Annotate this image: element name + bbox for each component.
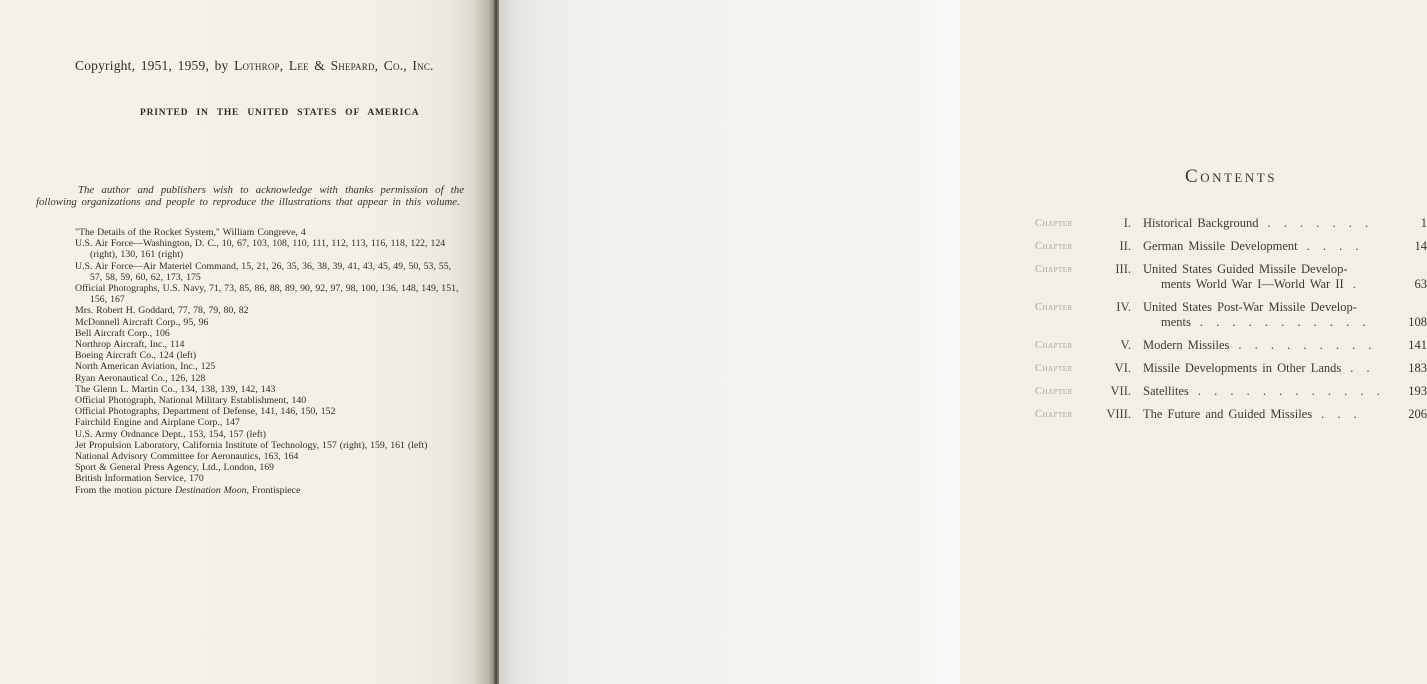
chapter-title [1143,216,1393,231]
chapter-label: Chapter [1035,218,1073,229]
chapter-title-line: Satellites . . . . . . . . . . . . [1143,384,1381,398]
page-number: 1 [1420,216,1427,230]
credit-line: National Advisory Committee for Aeronautics, 163, 164 [75,451,299,463]
credit-line: McDonnell Aircraft Corp., 95, 96 [75,316,209,328]
toc-row [1035,338,1427,353]
printed-line: PRINTED IN THE UNITED STATES OF AMERICA [140,108,420,118]
chapter-label: Chapter [1035,409,1073,420]
credit-line: From the motion picture Destination Moon, Frontispiece [75,484,301,496]
credit-line: U.S. Air Force—Air Materiel Command, 15, 21, 26, 35, 36, 38, 39, 41, 43, 45, 49, 50, 53, 55, 57, 58, 59, 60, 62, 173, 175 [75,260,452,283]
credit-movie-title: Destination Moon, [174,484,249,496]
page-number: 193 [1408,384,1427,398]
chapter-label: Chapter [1035,363,1073,374]
left-page [0,0,494,684]
toc-row [1035,239,1427,254]
toc-row [1035,407,1427,422]
page-number: 14 [1414,239,1427,253]
chapter-title [1143,262,1393,292]
chapter-title [1143,239,1393,254]
dot-leader: . . . . . . . . . . . . [1197,384,1381,398]
credit-line: Boeing Aircraft Co., 124 (left) [75,350,197,362]
chapter-numeral: II. [1119,239,1131,253]
chapter-label: Chapter [1035,302,1073,313]
chapter-title-line: ments . . . . . . . . . . . [1161,315,1367,329]
chapter-title [1143,338,1393,353]
chapter-label: Chapter [1035,264,1073,275]
contents-heading: Contents [1185,166,1277,187]
chapter-title [1143,300,1393,330]
dot-leader: . . . . . . . . . . . [1199,315,1367,329]
credit-line: Mrs. Robert H. Goddard, 77, 78, 79, 80, 82 [75,305,249,317]
toc-row [1035,361,1427,376]
chapter-title-line: Modern Missiles . . . . . . . . . [1143,338,1373,352]
credit-line: Official Photographs, U.S. Navy, 71, 73, 85, 86, 88, 89, 90, 92, 97, 98, 100, 136, 148, 149, 151, 156, 167 [75,283,459,306]
credit-line: Jet Propulsion Laboratory, California Institute of Technology, 157 (right), 159, 161 (left) [75,439,428,451]
chapter-numeral: V. [1120,338,1131,352]
page-number: 108 [1408,315,1427,329]
chapter-numeral: I. [1123,216,1131,230]
dot-leader: . [1352,277,1357,291]
chapter-title-line: ments World War I—World War II . [1161,277,1357,291]
chapter-numeral: III. [1115,262,1131,276]
chapter-title [1143,361,1393,376]
chapter-label: Chapter [1035,340,1073,351]
chapter-title [1143,384,1393,399]
copyright-line [75,58,475,74]
chapter-title-line: Missile Developments in Other Lands . . [1143,361,1371,375]
chapter-numeral: VII. [1110,384,1131,398]
chapter-numeral: IV. [1116,300,1131,314]
chapter-label: Chapter [1035,241,1073,252]
toc-row [1035,216,1427,231]
credit-line: U.S. Army Ordnance Dept., 153, 154, 157 (left) [75,428,266,440]
chapter-numeral: VIII. [1106,407,1131,421]
page-number: 63 [1414,277,1427,291]
dot-leader: . . . [1321,407,1358,421]
credit-line: Official Photographs, Department of Defense, 141, 146, 150, 152 [75,406,336,418]
credits-list [36,227,466,496]
chapter-title-line: German Missile Development . . . . [1143,239,1360,253]
toc-list [1035,216,1427,430]
credit-line: The Glenn L. Martin Co., 134, 138, 139, 142, 143 [75,383,276,395]
page-number: 206 [1408,407,1427,421]
toc-row [1035,300,1427,330]
toc-row [1035,262,1427,292]
dot-leader: . . . . . . . . . [1238,338,1373,352]
right-page [499,0,1427,684]
page-number: 141 [1408,338,1427,352]
copyright-prefix: Copyright, 1951, 1959, by [75,58,235,73]
credit-line: U.S. Air Force—Washington, D. C., 10, 67, 103, 108, 110, 111, 112, 113, 116, 118, 122, 124 (right), 130, 161 (right) [75,238,446,261]
toc-row [1035,384,1427,399]
credit-line: North American Aviation, Inc., 125 [75,361,216,373]
credit-line: Sport & General Press Agency, Ltd., London, 169 [75,462,275,474]
acknowledgment-paragraph: The author and publishers wish to acknowledge with thanks permission of the following organizations and people to reproduce the illustrations that appear in this volume. [36,184,464,208]
credit-line: Bell Aircraft Corp., 106 [75,327,170,339]
credit-line: Fairchild Engine and Airplane Corp., 147 [75,417,240,429]
chapter-title-line: United States Post-War Missile Develop- [1143,300,1357,314]
credit-line: British Information Service, 170 [75,473,204,485]
dot-leader: . . . . . . . [1267,216,1370,230]
chapter-title-line: United States Guided Missile Develop- [1143,262,1348,276]
chapter-title [1143,407,1393,422]
credit-line: "The Details of the Rocket System," William Congreve, 4 [75,227,306,238]
chapter-label: Chapter [1035,386,1073,397]
credit-line: Official Photograph, National Military Establishment, 140 [75,395,307,407]
dot-leader: . . [1350,361,1371,375]
dot-leader: . . . . [1306,239,1360,253]
chapter-title-line: Historical Background . . . . . . . [1143,216,1370,230]
credit-line: Northrop Aircraft, Inc., 114 [75,339,185,351]
copyright-publisher: Lothrop, Lee & Shepard, Co., Inc. [234,58,434,73]
page-number: 183 [1408,361,1427,375]
chapter-numeral: VI. [1114,361,1131,375]
chapter-title-line: The Future and Guided Missiles . . . [1143,407,1358,421]
credit-line: Ryan Aeronautical Co., 126, 128 [75,372,206,384]
